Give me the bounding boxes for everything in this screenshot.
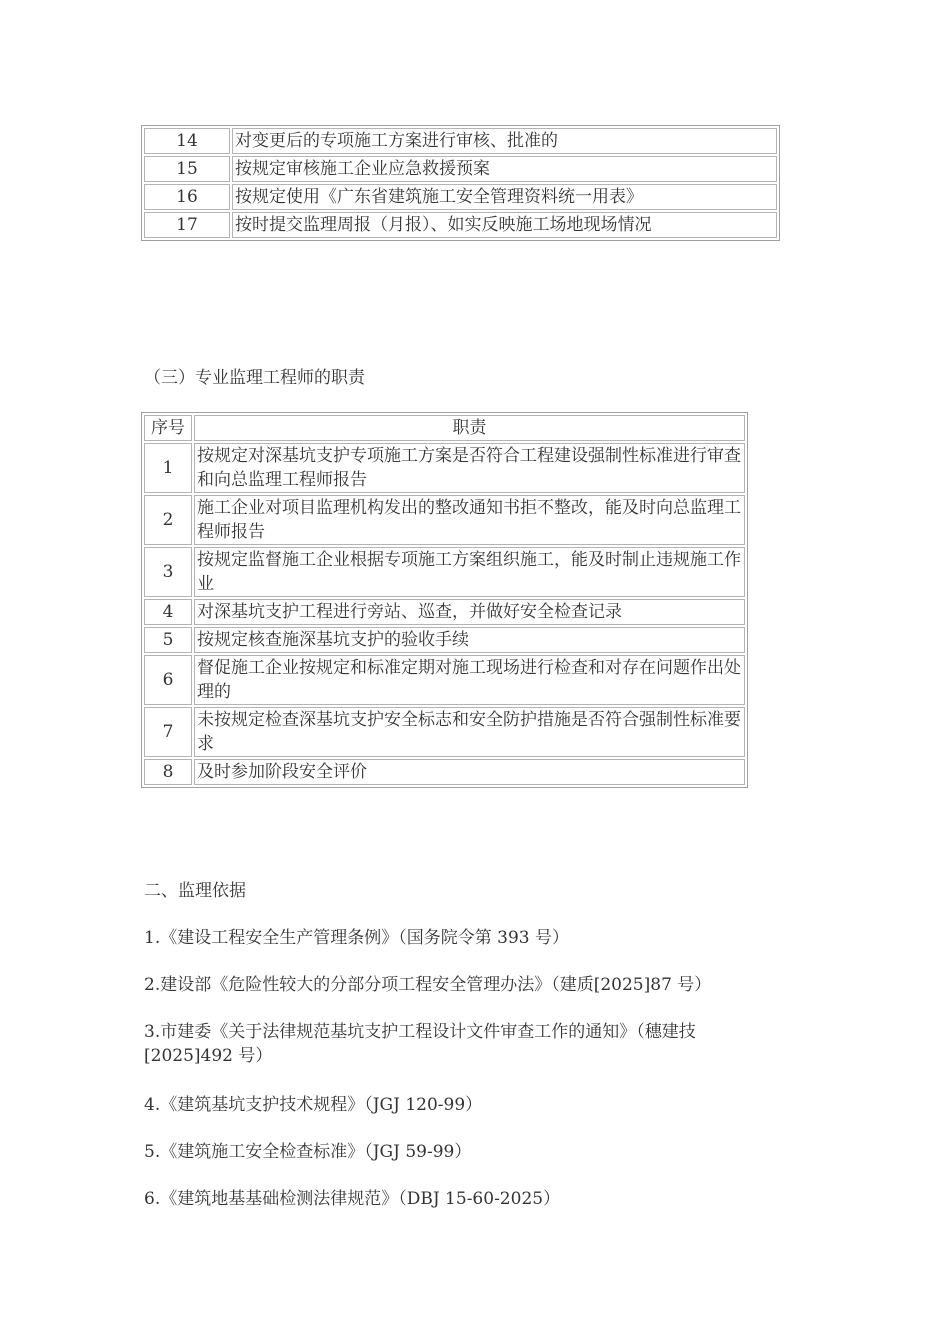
row-duty-text: 对深基坑支护工程进行旁站、巡查，并做好安全检查记录 — [194, 599, 745, 625]
table-row — [144, 547, 745, 597]
row-number: 5 — [144, 627, 192, 653]
table-row — [144, 759, 745, 785]
row-number: 3 — [144, 547, 192, 597]
section-heading: （三）专业监理工程师的职责 — [144, 368, 365, 388]
row-number: 14 — [144, 128, 230, 154]
table-row — [144, 599, 745, 625]
row-duty-text: 督促施工企业按规定和标准定期对施工现场进行检查和对存在问题作出处理的 — [194, 655, 745, 705]
table-row — [144, 443, 745, 493]
row-duty-text: 按规定核查施深基坑支护的验收手续 — [194, 627, 745, 653]
row-duty-text: 未按规定检查深基坑支护安全标志和安全防护措施是否符合强制性标准要求 — [194, 707, 745, 757]
row-duty-text: 对变更后的专项施工方案进行审核、批准的 — [232, 128, 777, 154]
basis-item: 5.《建筑施工安全检查标准》（JGJ 59-99） — [144, 1142, 472, 1162]
row-number: 8 — [144, 759, 192, 785]
row-duty-text: 按规定使用《广东省建筑施工安全管理资料统一用表》 — [232, 184, 777, 210]
row-duty-text: 及时参加阶段安全评价 — [194, 759, 745, 785]
row-duty-text: 施工企业对项目监理机构发出的整改通知书拒不整改，能及时向总监理工程师报告 — [194, 495, 745, 545]
row-number: 15 — [144, 156, 230, 182]
basis-item: 2.建设部《危险性较大的分部分项工程安全管理办法》（建质[2025]87 号） — [144, 975, 712, 995]
duty-table-continued — [141, 125, 780, 241]
row-number: 16 — [144, 184, 230, 210]
row-number: 4 — [144, 599, 192, 625]
row-duty-text: 按规定监督施工企业根据专项施工方案组织施工，能及时制止违规施工作业 — [194, 547, 745, 597]
row-number: 6 — [144, 655, 192, 705]
table-header-row — [144, 415, 745, 441]
column-header-duty: 职责 — [194, 415, 745, 441]
row-number: 7 — [144, 707, 192, 757]
row-duty-text: 按规定审核施工企业应急救援预案 — [232, 156, 777, 182]
row-number: 17 — [144, 212, 230, 238]
column-header-number: 序号 — [144, 415, 192, 441]
row-number: 2 — [144, 495, 192, 545]
row-duty-text: 按时提交监理周报（月报）、如实反映施工场地现场情况 — [232, 212, 777, 238]
basis-item: 6.《建筑地基基础检测法律规范》（DBJ 15-60-2025） — [144, 1189, 561, 1209]
basis-item: 4.《建筑基坑支护技术规程》（JGJ 120-99） — [144, 1095, 483, 1115]
row-number: 1 — [144, 443, 192, 493]
basis-item: 1.《建设工程安全生产管理条例》（国务院令第 393 号） — [144, 928, 569, 948]
table-row — [144, 212, 777, 238]
table-row — [144, 495, 745, 545]
table-row — [144, 156, 777, 182]
row-duty-text: 按规定对深基坑支护专项施工方案是否符合工程建设强制性标准进行审查和向总监理工程师报告 — [194, 443, 745, 493]
table-row — [144, 655, 745, 705]
table-row — [144, 707, 745, 757]
table-row — [144, 627, 745, 653]
table-row — [144, 184, 777, 210]
basis-heading: 二、监理依据 — [144, 881, 246, 901]
basis-item: 3.市建委《关于法律规范基坑支护工程设计文件审查工作的通知》（穗建技[2025]492 号） — [144, 1022, 696, 1066]
table-row — [144, 128, 777, 154]
engineer-duty-table — [141, 412, 748, 788]
